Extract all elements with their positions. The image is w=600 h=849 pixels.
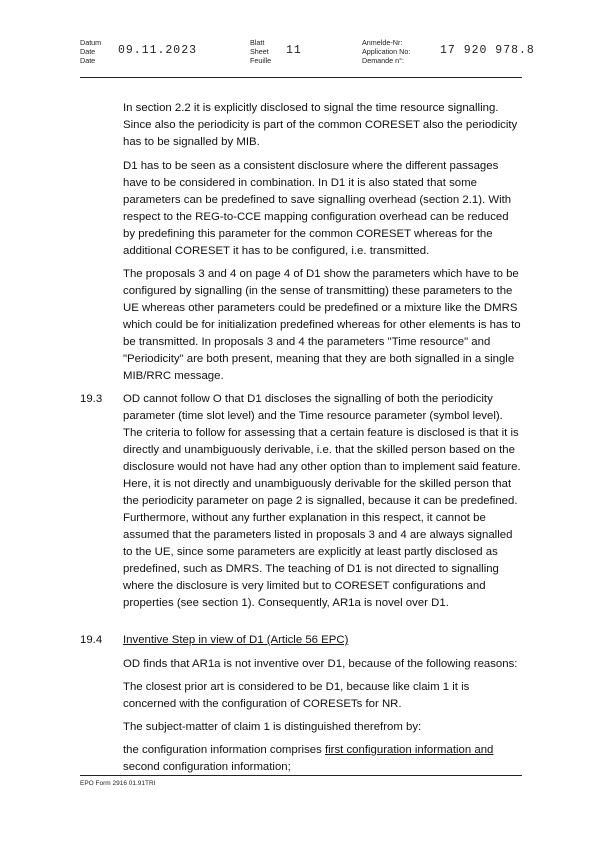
sheet-label-en: Sheet xyxy=(250,47,269,56)
section-19-3-text: OD cannot follow O that D1 discloses the signalling of both the periodicity parameter (time slot level) and the Time resource parameter (symbol level). The criteria to follow for assessing that a certain feature is disclosed is that it is directly and unambiguously derivable, i.e. that the skilled person based on the disclosure would not have had any other option than to implement said feature. Here, it is not directly and unambiguously derivable for the skilled person that the periodicity parameter on page 2 is signalled, because it can be predefined. Furthermore, without any further explanation in this respect, it cannot be assumed that the parameters listed in proposals 3 and 4 are always signalled to the UE, since some parameters are explicitly at least partly disclosed as predefined, such as DMRS. The teaching of D1 is not directed to signalling where the disclosure is very limited but to CORESET configurations and properties (see section 1). Consequently, AR1a is novel over D1. xyxy=(123,393,521,609)
date-value: 09.11.2023 xyxy=(118,44,198,57)
date-label-fr: Date xyxy=(80,56,96,65)
paragraph-2: D1 has to be seen as a consistent disclosure where the different passages have to be considered in combination. In D1 it is also stated that some parameters can be predefined to save signalling overhead (section 2.1). With respect to the REG-to-CCE mapping configuration overhead can be reduced by predefining this parameter for the common CORESET whereas for the additional CORESET it has to be configured, i.e. transmitted. xyxy=(123,160,512,257)
date-labels xyxy=(80,38,101,65)
sheet-label-de: Blatt xyxy=(250,38,265,47)
sheet-value: 11 xyxy=(286,44,302,57)
section-19-4-heading: Inventive Step in view of D1 (Article 56 EPC) xyxy=(123,634,349,646)
paragraph-3: The proposals 3 and 4 on page 4 of D1 show the parameters which have to be configured by signalling (in the sense of transmitting) these parameters to the UE whereas other parameters could be predefined or a mixture like the DMRS which could be for initialization predefined whereas for other elements is has to be transmitted. In proposals 3 and 4 the parameters "Time resource" and "Periodicity" are both present, meaning that they are both signalled in a single MIB/RRC message. xyxy=(123,268,521,382)
paragraph-1: In section 2.2 it is explicitly disclosed to signal the time resource signalling. Since also the periodicity is part of the common CORESET also the periodicity has to be signalled by MIB. xyxy=(123,102,518,148)
paragraph-5: The closest prior art is considered to be D1, because like claim 1 it is concerned with the configuration of CORESETs for NR. xyxy=(123,681,470,710)
paragraph-7-tail: second configuration information; xyxy=(123,761,291,773)
paragraph-7-lead: the configuration information comprises xyxy=(123,744,325,756)
footer-divider xyxy=(80,775,522,776)
application-labels xyxy=(362,38,410,65)
paragraph-7 xyxy=(123,742,523,776)
application-label-de: Anmelde-Nr: xyxy=(362,38,403,47)
paragraph-4: OD finds that AR1a is not inventive over D1, because of the following reasons: xyxy=(123,658,518,670)
application-number: 17 920 978.8 xyxy=(440,44,535,57)
form-footer: EPO Form 2916 01.91TRI xyxy=(80,780,156,787)
application-label-fr: Demande n°: xyxy=(362,56,405,65)
date-label-en: Date xyxy=(80,47,96,56)
header-divider xyxy=(80,77,522,78)
application-label-en: Application No: xyxy=(362,47,411,56)
date-label-de: Datum xyxy=(80,38,102,47)
paragraph-7-underlined: first configuration information and xyxy=(324,744,494,756)
section-number-19-3: 19.3 xyxy=(80,393,103,405)
paragraph-6: The subject-matter of claim 1 is distinguished therefrom by: xyxy=(123,721,422,733)
sheet-label-fr: Feuille xyxy=(250,56,272,65)
sheet-labels xyxy=(250,38,271,65)
section-number-19-4: 19.4 xyxy=(80,634,103,646)
